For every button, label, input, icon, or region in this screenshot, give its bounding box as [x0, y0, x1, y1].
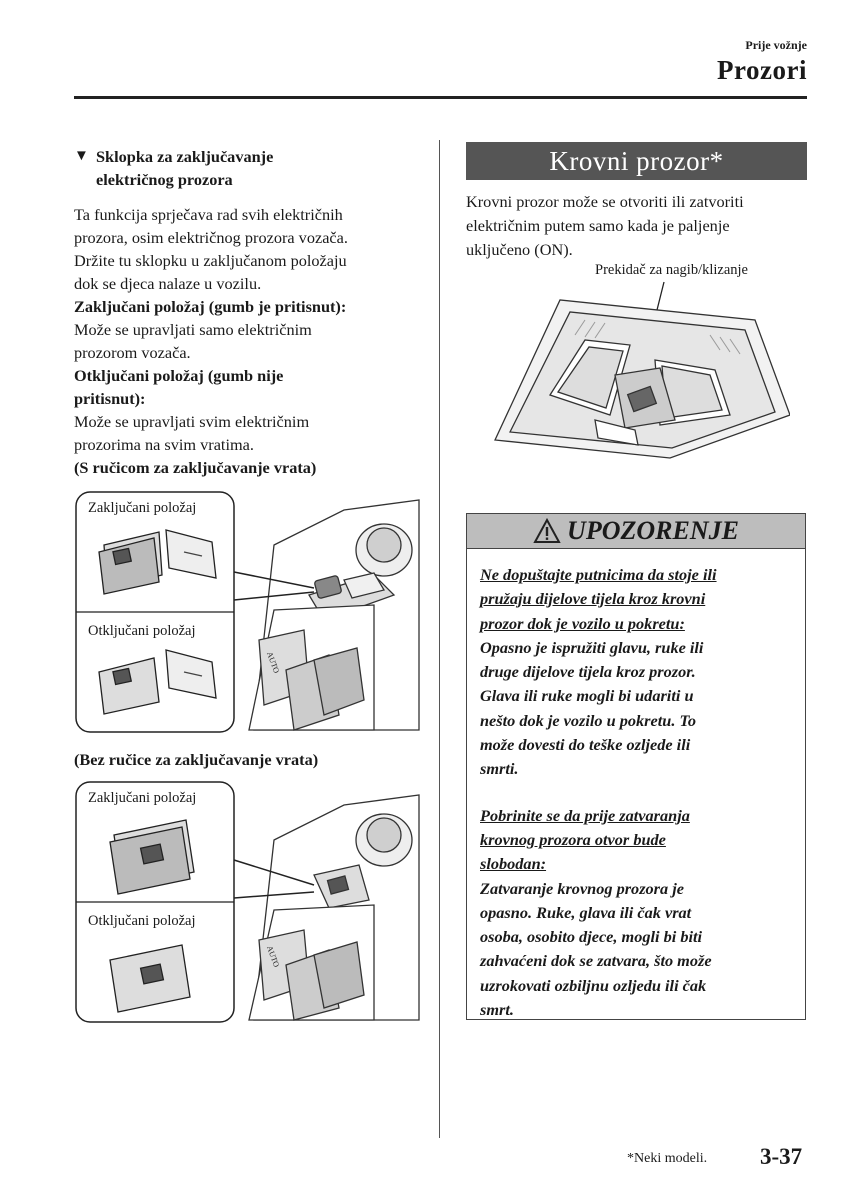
- text-line: uzrokovati ozbiljnu ozljedu ili čak: [480, 975, 707, 995]
- text-line: zahvaćeni dok se zatvara, što može: [480, 951, 712, 971]
- text-line: osoba, osobito djece, mogli bi biti: [480, 927, 703, 947]
- figure-caption: (S ručicom za zaključavanje vrata): [74, 458, 317, 477]
- sunroof-switch-figure: [490, 280, 790, 460]
- page-number: 3-37: [760, 1144, 803, 1169]
- text-line: Držite tu sklopku u zaključanom položaju: [74, 251, 347, 270]
- text-line: slobodan:: [480, 854, 547, 874]
- warning-triangle-icon: [533, 518, 561, 544]
- text-line: Ta funkcija sprječava rad svih električnih: [74, 205, 343, 224]
- warning-lead-1: [480, 563, 795, 636]
- text-line: smrt.: [480, 1000, 514, 1020]
- column-divider: [439, 140, 440, 1138]
- sunroof-illustration: [490, 280, 790, 460]
- figure-illustration: [74, 490, 424, 735]
- locked-position-label: Zaključani položaj: [88, 790, 197, 806]
- sunroof-intro: [466, 190, 807, 262]
- text-line: prozora, osim električnog prozora vozača.: [74, 228, 348, 247]
- subsection-heading: [74, 145, 424, 191]
- text-line: Zatvaranje krovnog prozora je: [480, 878, 684, 898]
- auto-label: AUTO: [265, 944, 282, 969]
- text-line: Glava ili ruke mogli bi udariti u: [480, 686, 694, 706]
- text-line: opasno. Ruke, glava ili čak vrat: [480, 902, 692, 922]
- text-line: krovnog prozora otvor bude: [480, 829, 666, 849]
- locked-position-label: Zaključani položaj: [88, 500, 197, 516]
- text-line: nešto dok je vozilo u pokretu. To: [480, 710, 697, 730]
- text-line: smrti.: [480, 759, 519, 779]
- text-line: električnim putem samo kada je paljenje: [466, 216, 730, 235]
- locked-heading: Zaključani položaj (gumb je pritisnut):: [74, 297, 347, 316]
- warning-header: [467, 514, 805, 549]
- tilt-slide-switch-label: Prekidač za nagib/klizanje: [595, 262, 748, 278]
- section-label: Prije vožnje: [745, 38, 807, 52]
- text-line: druge dijelove tijela kroz prozor.: [480, 662, 696, 682]
- warning-lead-2: [480, 804, 795, 877]
- locked-description: [74, 318, 424, 364]
- text-line: prozorom vozača.: [74, 343, 191, 362]
- section-banner: Krovni prozor*: [466, 142, 807, 180]
- unlocked-position-label: Otključani položaj: [88, 913, 196, 929]
- text-line: pritisnut):: [74, 389, 146, 408]
- figure-illustration: [74, 780, 424, 1025]
- text-line: Otključani položaj (gumb nije: [74, 366, 284, 385]
- triangle-marker-icon: ▼: [74, 148, 89, 164]
- figure-caption: (Bez ručice za zaključavanje vrata): [74, 750, 319, 769]
- text-line: Može se upravljati samo električnim: [74, 320, 312, 339]
- text-line: prozorima na svim vratima.: [74, 435, 254, 454]
- text-line: Opasno je ispružiti glavu, ruke ili: [480, 637, 704, 657]
- left-column: [74, 145, 424, 479]
- text-line: Pobrinite se da prije zatvaranja: [480, 805, 690, 825]
- warning-title: UPOZORENJE: [567, 516, 739, 545]
- body-paragraph: [74, 203, 424, 295]
- warning-text-2: [480, 877, 795, 1023]
- text-line: Krovni prozor može se otvoriti ili zatvoriti: [466, 192, 744, 211]
- auto-label: AUTO: [265, 650, 282, 675]
- text-line: uključeno (ON).: [466, 240, 573, 259]
- text-line: Ne dopuštajte putnicima da stoje ili: [480, 565, 717, 584]
- text-line: pružaju dijelove tijela kroz krovni: [480, 589, 706, 609]
- figure-lock-switch-without-door-lock: [74, 780, 424, 1025]
- figure-lock-switch-with-door-lock: [74, 490, 424, 735]
- warning-text-1: [480, 636, 795, 782]
- text-line: dok se djeca nalaze u vozilu.: [74, 274, 262, 293]
- unlocked-heading: [74, 364, 424, 410]
- page-title: Prozori: [717, 55, 807, 85]
- heading-line: Sklopka za zaključavanje: [96, 147, 274, 166]
- text-line: Može se upravljati svim električnim: [74, 412, 310, 431]
- footnote: *Neki modeli.: [627, 1151, 708, 1166]
- unlocked-position-label: Otključani položaj: [88, 623, 196, 639]
- text-line: prozor dok je vozilo u pokretu:: [480, 613, 685, 633]
- warning-box: [466, 513, 806, 1020]
- text-line: može dovesti do teške ozljede ili: [480, 735, 691, 755]
- heading-line: električnog prozora: [96, 170, 233, 189]
- header-rule: [74, 96, 807, 99]
- warning-body: [467, 549, 805, 1022]
- unlocked-description: [74, 410, 424, 456]
